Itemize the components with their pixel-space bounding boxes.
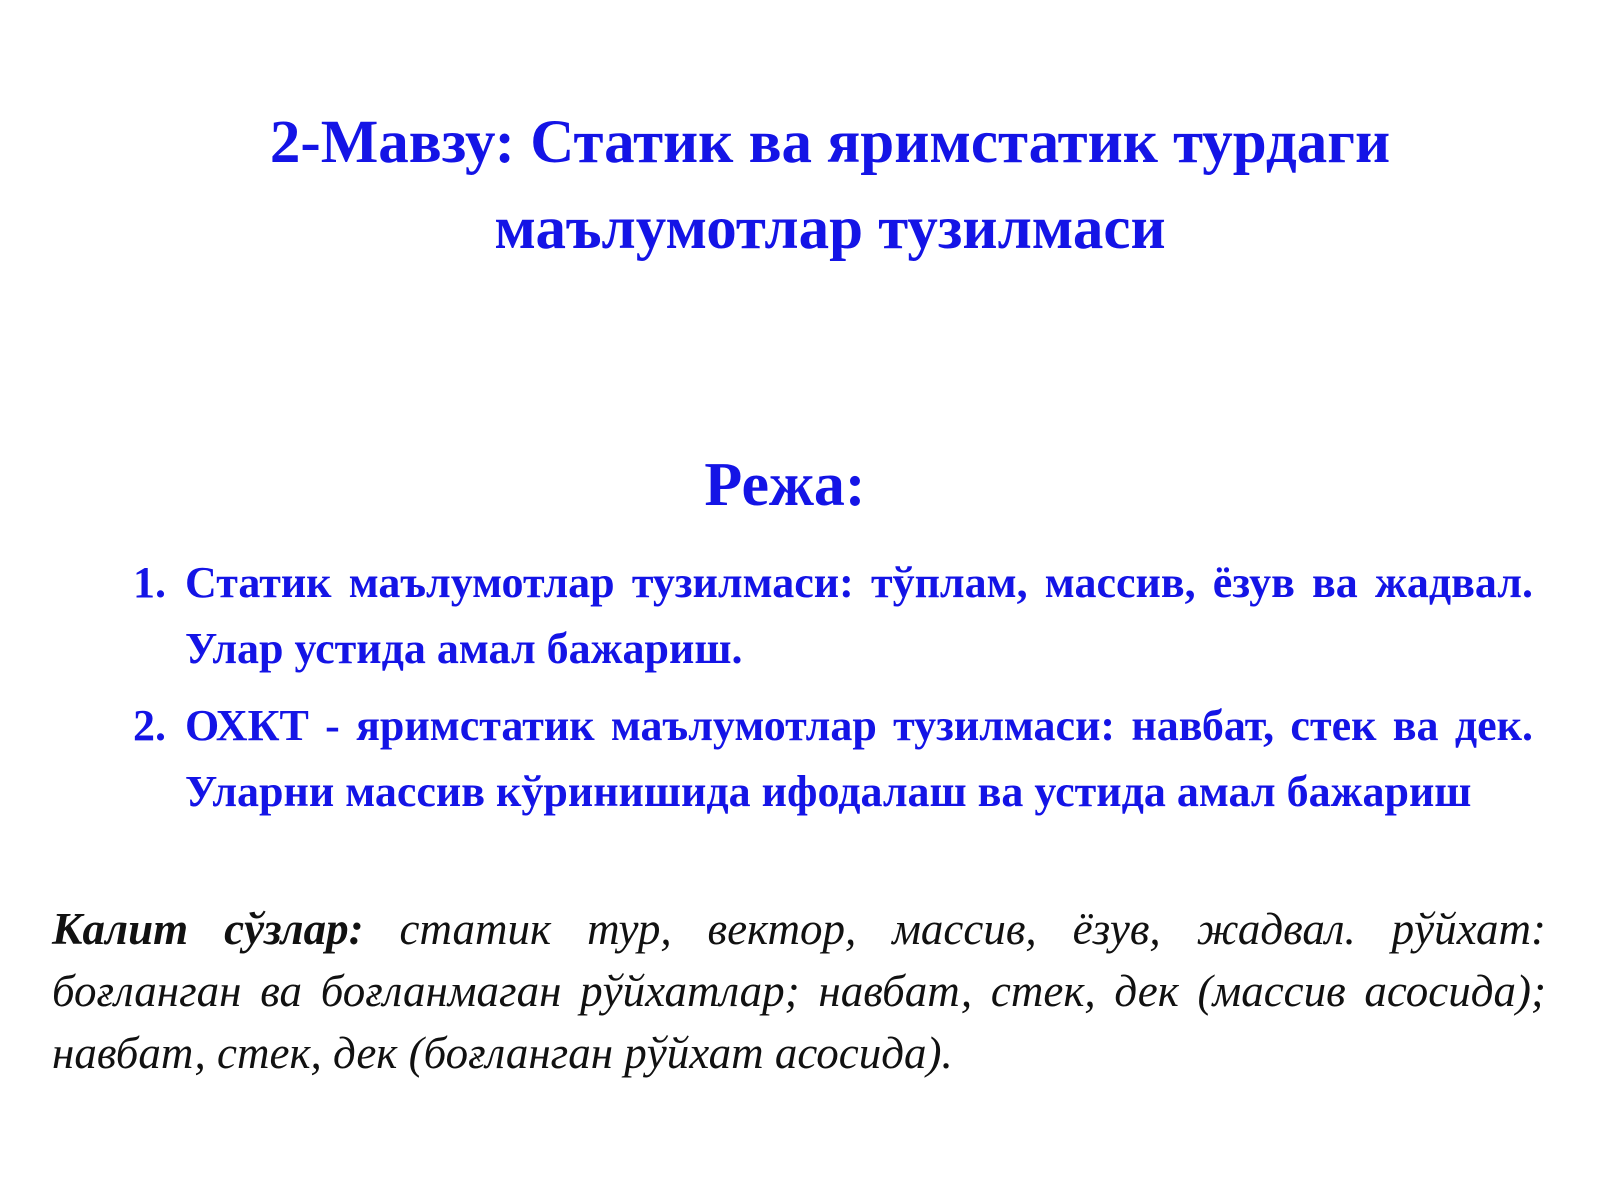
plan-item-text: Статик маълумотлар тузилмаси: тўплам, массив, ёзув ва жадвал. Улар устида амал бажариш. [185,558,1533,673]
plan-heading: Режа: [704,451,866,519]
plan-item-number: 1. [133,558,166,607]
slide-title-line-1: 2-Мавзу: Статик ва яримстатик турдаги [269,109,1391,176]
slide-title-line-2: маълумотлар тузилмаси [494,195,1166,262]
keywords-paragraph [52,898,1546,1084]
plan-list [133,550,1533,836]
plan-item-number: 2. [133,701,166,750]
plan-item-text: ОХКТ - яримстатик маълумотлар тузилмаси: навбат, стек ва дек. Уларни массив кўринишида ифодалаш ва устида амал бажариш [185,701,1533,816]
plan-item-2 [133,693,1533,825]
keywords-text: статик тур, вектор, массив, ёзув, жадвал. рўйхат: боғланган ва боғланмаган рўйхатлар; навбат, стек, дек (массив асосида); навбат, стек, дек (боғланган рўйхат асосида). [52,904,1546,1078]
plan-item-1 [133,550,1533,682]
keywords-label: Калит сўзлар: [52,904,364,954]
slide-title [110,100,1550,272]
